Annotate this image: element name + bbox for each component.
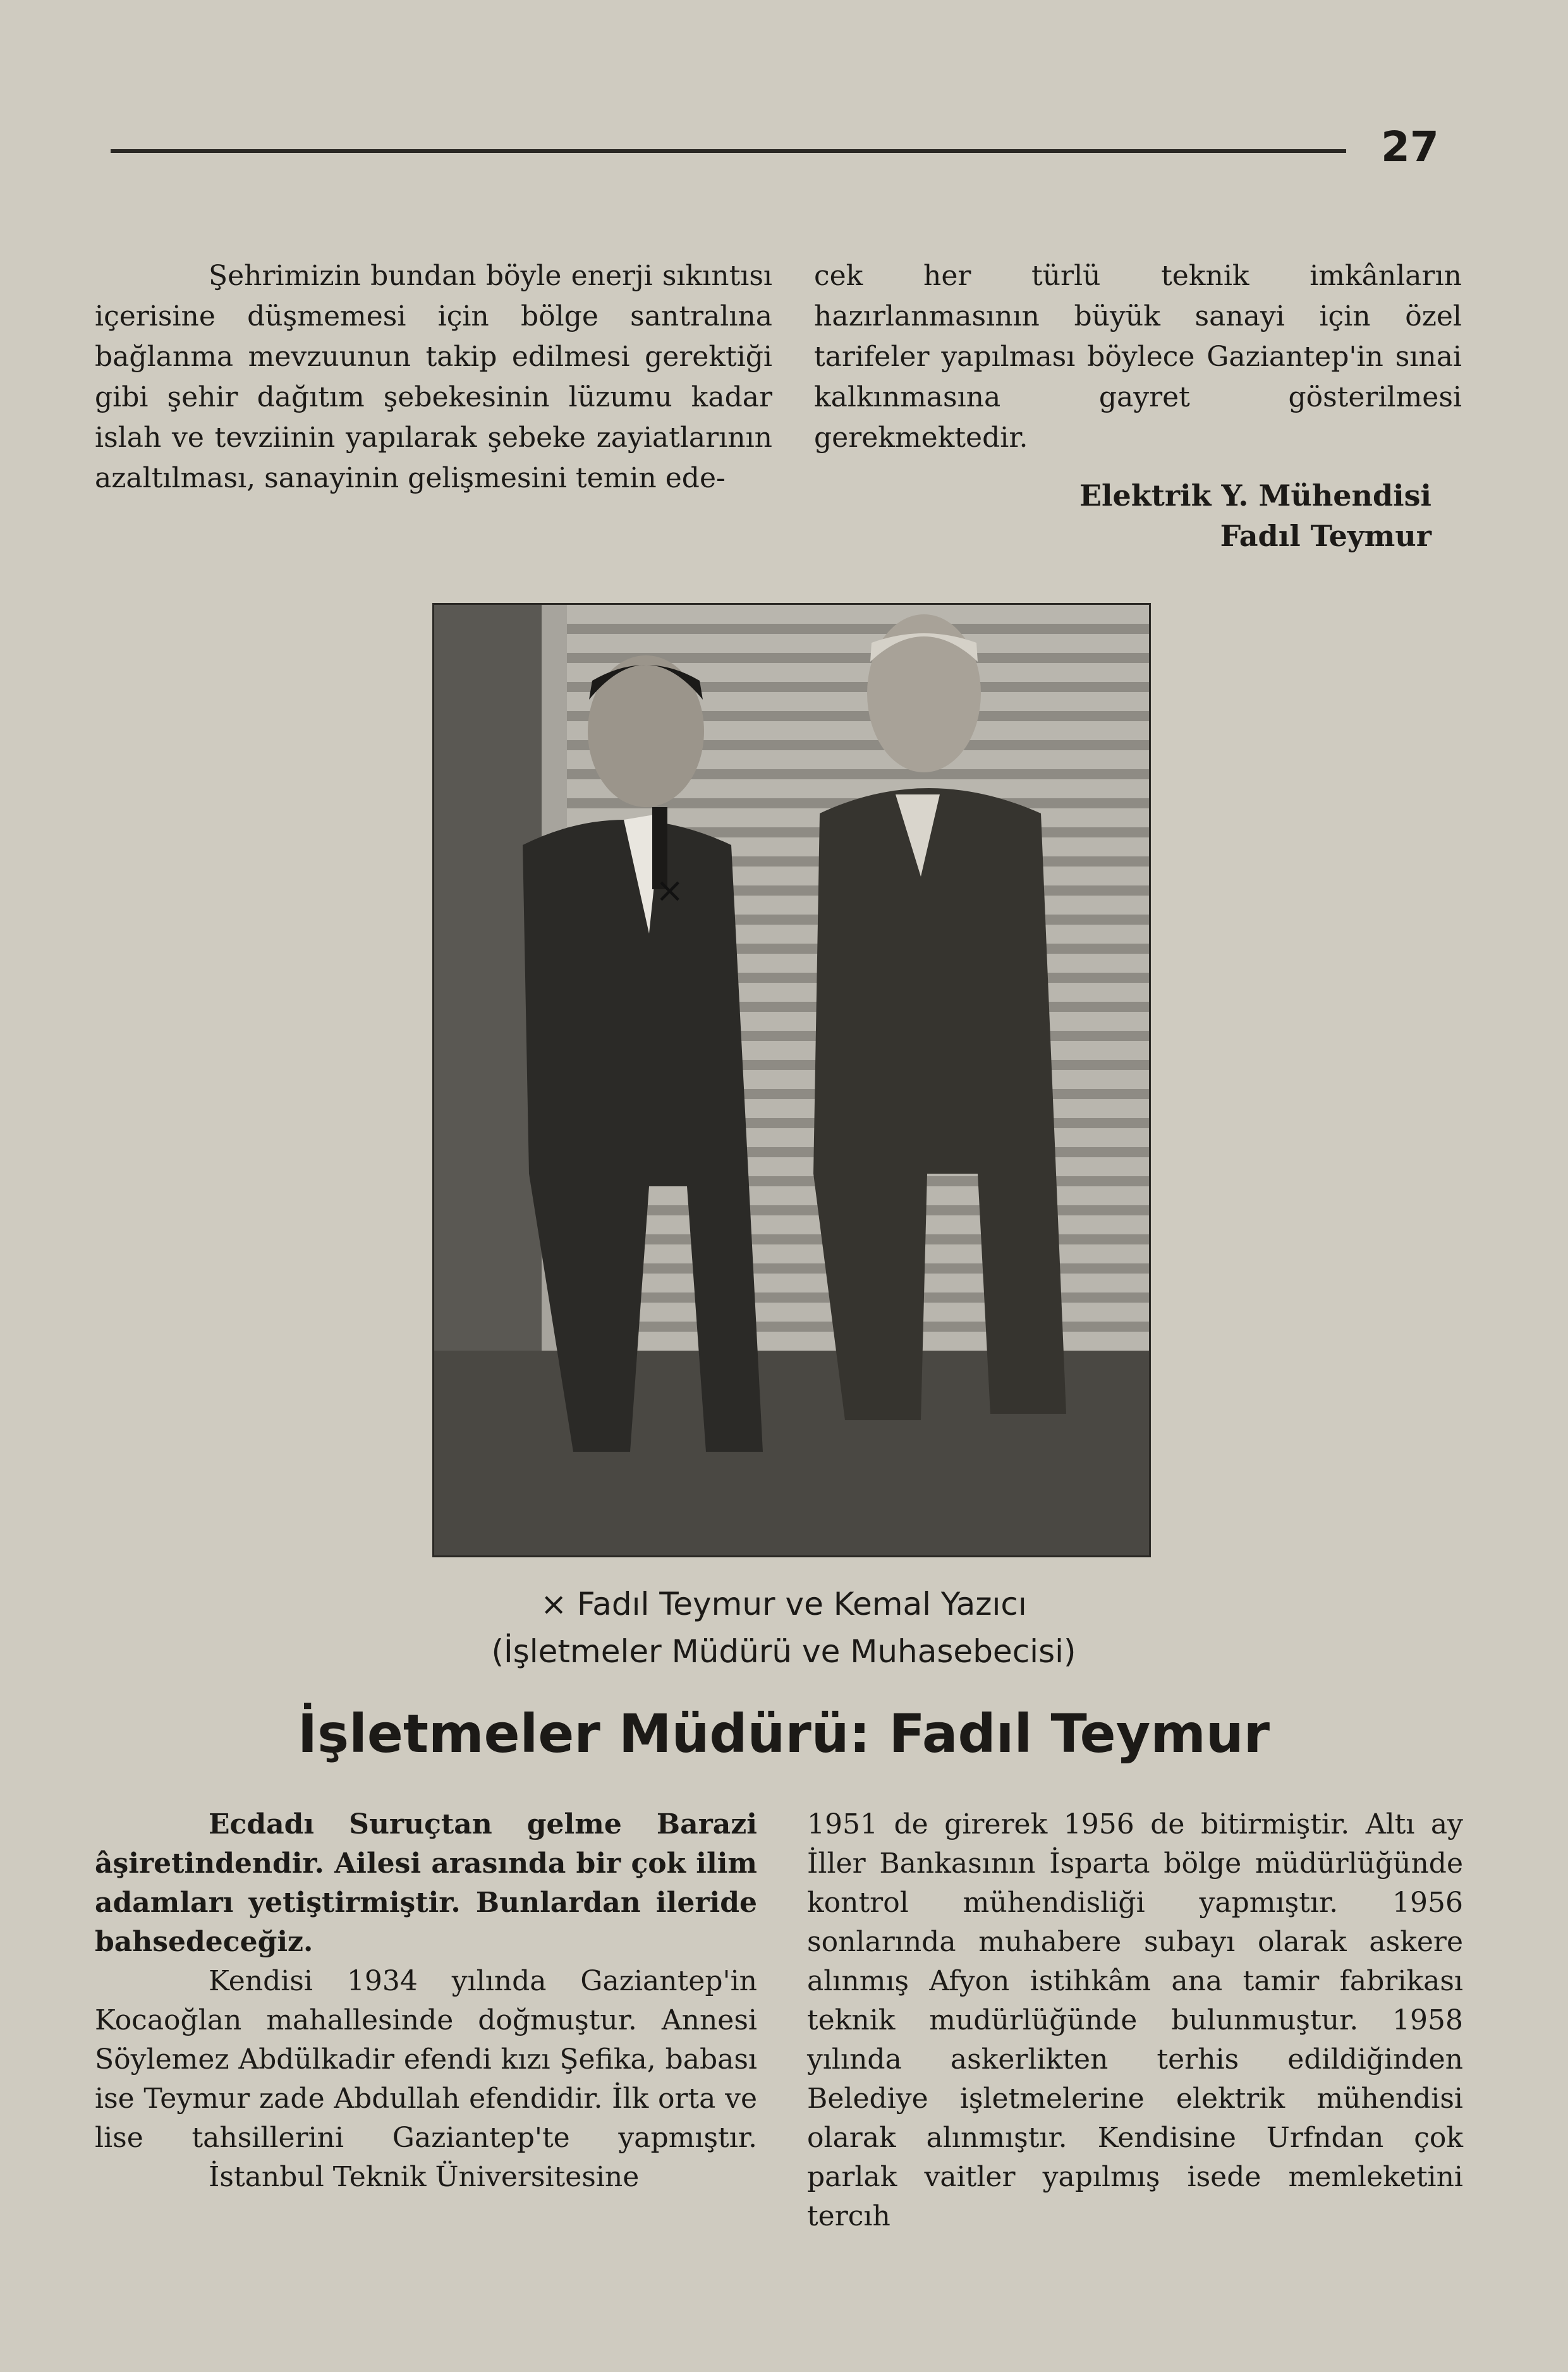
portrait-photo <box>432 603 1151 1557</box>
top-article-right-column <box>814 256 1462 458</box>
bio-paragraph: İstanbul Teknik Üniversitesine <box>209 2161 640 2193</box>
bio-paragraph: Kendisi 1934 yılında Gaziantep'in Kocaoğlan mahallesinde doğmuştur. Annesi Söylemez Abdülkadir efendi kızı Şefika, babası ise Teymur zade Abdullah efendidir. İlk orta ve lise tahsillerini Gaziantep'te yapmıştır. <box>95 1965 757 2154</box>
page-number: 27 <box>1381 123 1439 171</box>
author-title: Elektrik Y. Mühendisi <box>1079 478 1431 513</box>
section-heading: İşletmeler Müdürü: Fadıl Teymur <box>297 1703 1270 1765</box>
top-article-left-column <box>95 256 772 499</box>
top-article-paragraph: Şehrimizin bundan böyle enerji sıkıntısı içerisine düşmemesi için bölge santralına bağlanma mevzuunun takip edilmesi gerektiği gibi şehir dağıtım şebekesinin lüzumu kadar islah ve tevziinin yapılarak şebeke zayiatlarının azaltılması, sanayinin gelişmesini temin ede- <box>95 260 772 494</box>
svg-text:×: × <box>655 870 684 910</box>
bio-right-column <box>807 1805 1463 2236</box>
photo-caption-line2: (İşletmeler Müdürü ve Muhasebecisi) <box>491 1633 1076 1670</box>
top-article-paragraph: cek her türlü teknik imkânların hazırlanmasının büyük sanayi için özel tarifeler yapılması böylece Gaziantep'in sınai kalkınmasına gayret gösterilmesi gerekmektedir. <box>814 260 1462 454</box>
bio-left-column <box>95 1805 757 2197</box>
photo-illustration <box>434 605 1149 1555</box>
bio-paragraph: 1951 de girerek 1956 de bitirmiştir. Altı ay İller Bankasının İsparta bölge müdürlüğünde kontrol mühendisliği yapmıştır. 1956 sonlarında muhabere subayı olarak askere alınmış Afyon istihkâm ana tamir fabrikası teknik mudürlüğünde bulunmuştur. 1958 yılında askerlikten terhis edildiğinden Belediye işletmelerine elektrik mühendisi olarak alınmıştır. Kendisine Urfndan çok parlak vaitler yapılmış isede memleketini tercıh <box>807 1808 1463 2232</box>
photo-caption-line1: × Fadıl Teymur ve Kemal Yazıcı <box>540 1586 1027 1622</box>
bio-paragraph: Ecdadı Suruçtan gelme Barazi âşiretindendir. Ailesi arasında bir çok ilim adamları yetiştirmiştir. Bunlardan ileride bahsedeceğiz. <box>95 1808 757 1958</box>
author-signature <box>948 475 1431 556</box>
author-name: Fadıl Teymur <box>1220 519 1431 553</box>
header-rule <box>111 149 1346 153</box>
